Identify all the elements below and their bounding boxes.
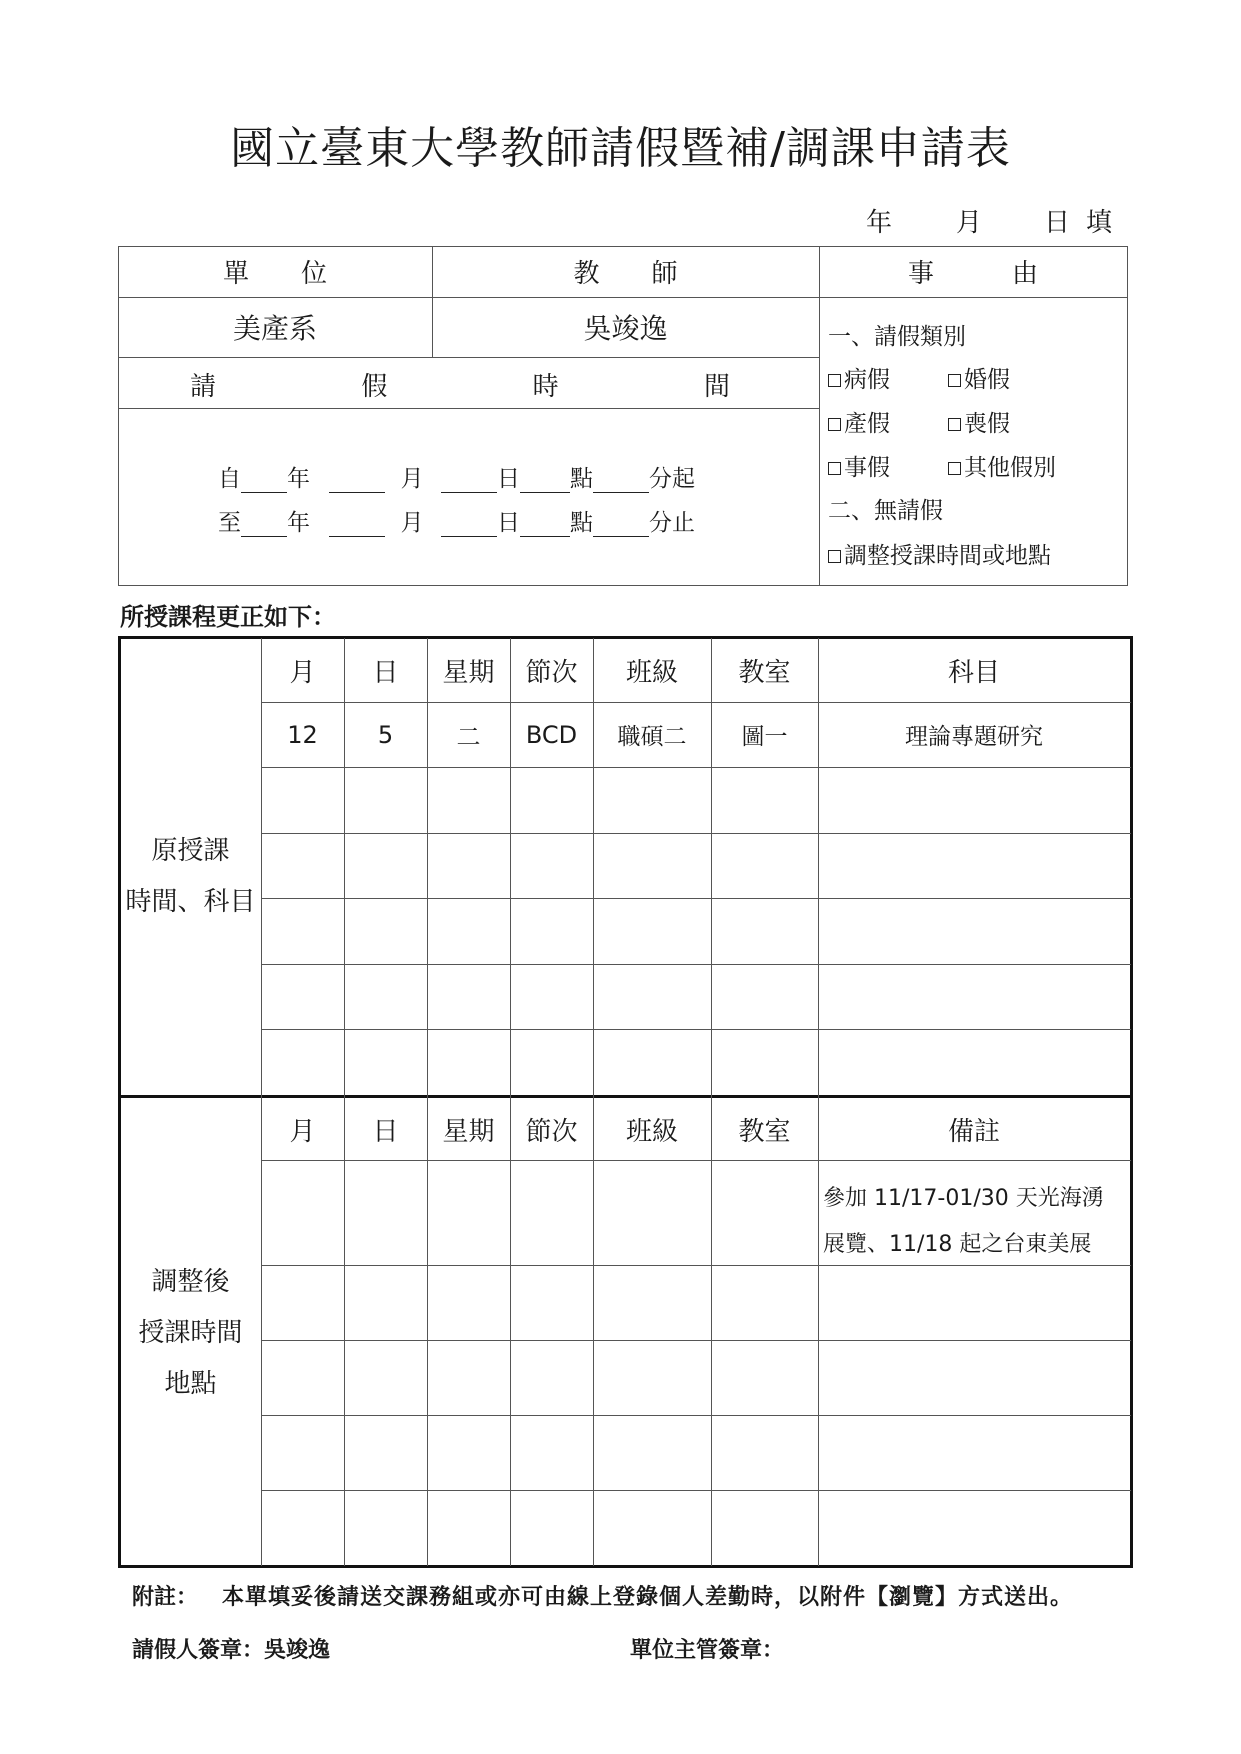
unit-header: 單 位 — [222, 259, 327, 289]
unit-value: 美產系 — [232, 312, 317, 345]
adjust-option[interactable]: 調整授課時間或地點 — [828, 537, 1051, 570]
fill-date-day: 日 — [1044, 208, 1071, 238]
adjusted-col-class: 班級 — [625, 1116, 678, 1147]
adjusted-col-remark: 備註 — [947, 1116, 1000, 1147]
period-to: 至 年 月 日 點 分止 — [218, 510, 695, 536]
original-col-class: 班級 — [625, 657, 678, 688]
footnote-label: 附註： — [132, 1585, 199, 1610]
leave-option-maternity[interactable]: 產假 — [828, 405, 890, 438]
checkbox-icon[interactable] — [828, 462, 841, 475]
adjusted-remark: 參加 11/17-01/30 天光海湧 展覽、11/18 起之台東美展 — [823, 1186, 1104, 1257]
original-cell-room: 圖一 — [741, 724, 788, 750]
no-leave-heading: 二、無請假 — [828, 498, 943, 524]
original-col-weekday: 星期 — [442, 657, 495, 688]
leave-time-label: 請 假 時 間 — [190, 372, 730, 402]
fill-date-suffix: 填 — [1086, 208, 1113, 238]
checkbox-icon[interactable] — [828, 550, 841, 563]
leave-option-other[interactable]: 其他假別 — [948, 449, 1056, 482]
footnote-text: 本單填妥後請送交課務組或亦可由線上登錄個人差勤時，以附件【瀏覽】方式送出。 — [222, 1585, 1074, 1610]
leave-option-sick[interactable]: 病假 — [828, 361, 890, 394]
teacher-value: 吳竣逸 — [583, 312, 668, 345]
original-col-month: 月 — [289, 657, 316, 688]
leave-option-funeral[interactable]: 喪假 — [948, 405, 1010, 438]
original-cell-subject: 理論專題研究 — [905, 724, 1043, 750]
original-cell-period: BCD — [525, 720, 578, 749]
original-cell-class: 職碩二 — [617, 724, 687, 750]
leave-type-heading: 一、請假類別 — [828, 324, 966, 350]
leave-option-personal[interactable]: 事假 — [828, 449, 890, 482]
adjusted-col-day: 日 — [372, 1116, 399, 1147]
form-title: 國立臺東大學教師請假暨補/調課申請表 — [230, 123, 1011, 174]
adjusted-col-room: 教室 — [738, 1116, 791, 1147]
teacher-header: 教 師 — [573, 259, 678, 289]
applicant-signature: 請假人簽章：吳竣逸 — [132, 1638, 331, 1663]
adjusted-col-period: 節次 — [525, 1116, 578, 1147]
adjusted-side-label: 調整後 授課時間 地點 — [138, 1267, 243, 1399]
original-cell-month: 12 — [287, 720, 318, 749]
original-side-label: 原授課 時間、科目 — [125, 836, 256, 917]
adjusted-col-month: 月 — [289, 1116, 316, 1147]
adjusted-col-weekday: 星期 — [442, 1116, 495, 1147]
fill-date-month: 月 — [956, 208, 983, 238]
fill-date-year: 年 — [866, 208, 893, 238]
original-col-subject: 科目 — [947, 657, 1000, 688]
checkbox-icon[interactable] — [948, 462, 961, 475]
checkbox-icon[interactable] — [948, 418, 961, 431]
course-change-heading: 所授課程更正如下： — [120, 603, 336, 631]
original-cell-weekday: 二 — [456, 723, 481, 751]
reason-header: 事 由 — [907, 259, 1038, 289]
original-cell-day: 5 — [377, 720, 394, 749]
period-from: 自 年 月 日 點 分起 — [218, 466, 695, 492]
checkbox-icon[interactable] — [828, 418, 841, 431]
original-col-day: 日 — [372, 657, 399, 688]
checkbox-icon[interactable] — [948, 374, 961, 387]
original-col-room: 教室 — [738, 657, 791, 688]
checkbox-icon[interactable] — [828, 374, 841, 387]
original-col-period: 節次 — [525, 657, 578, 688]
supervisor-signature-label: 單位主管簽章： — [630, 1638, 785, 1663]
leave-option-marriage[interactable]: 婚假 — [948, 361, 1010, 394]
